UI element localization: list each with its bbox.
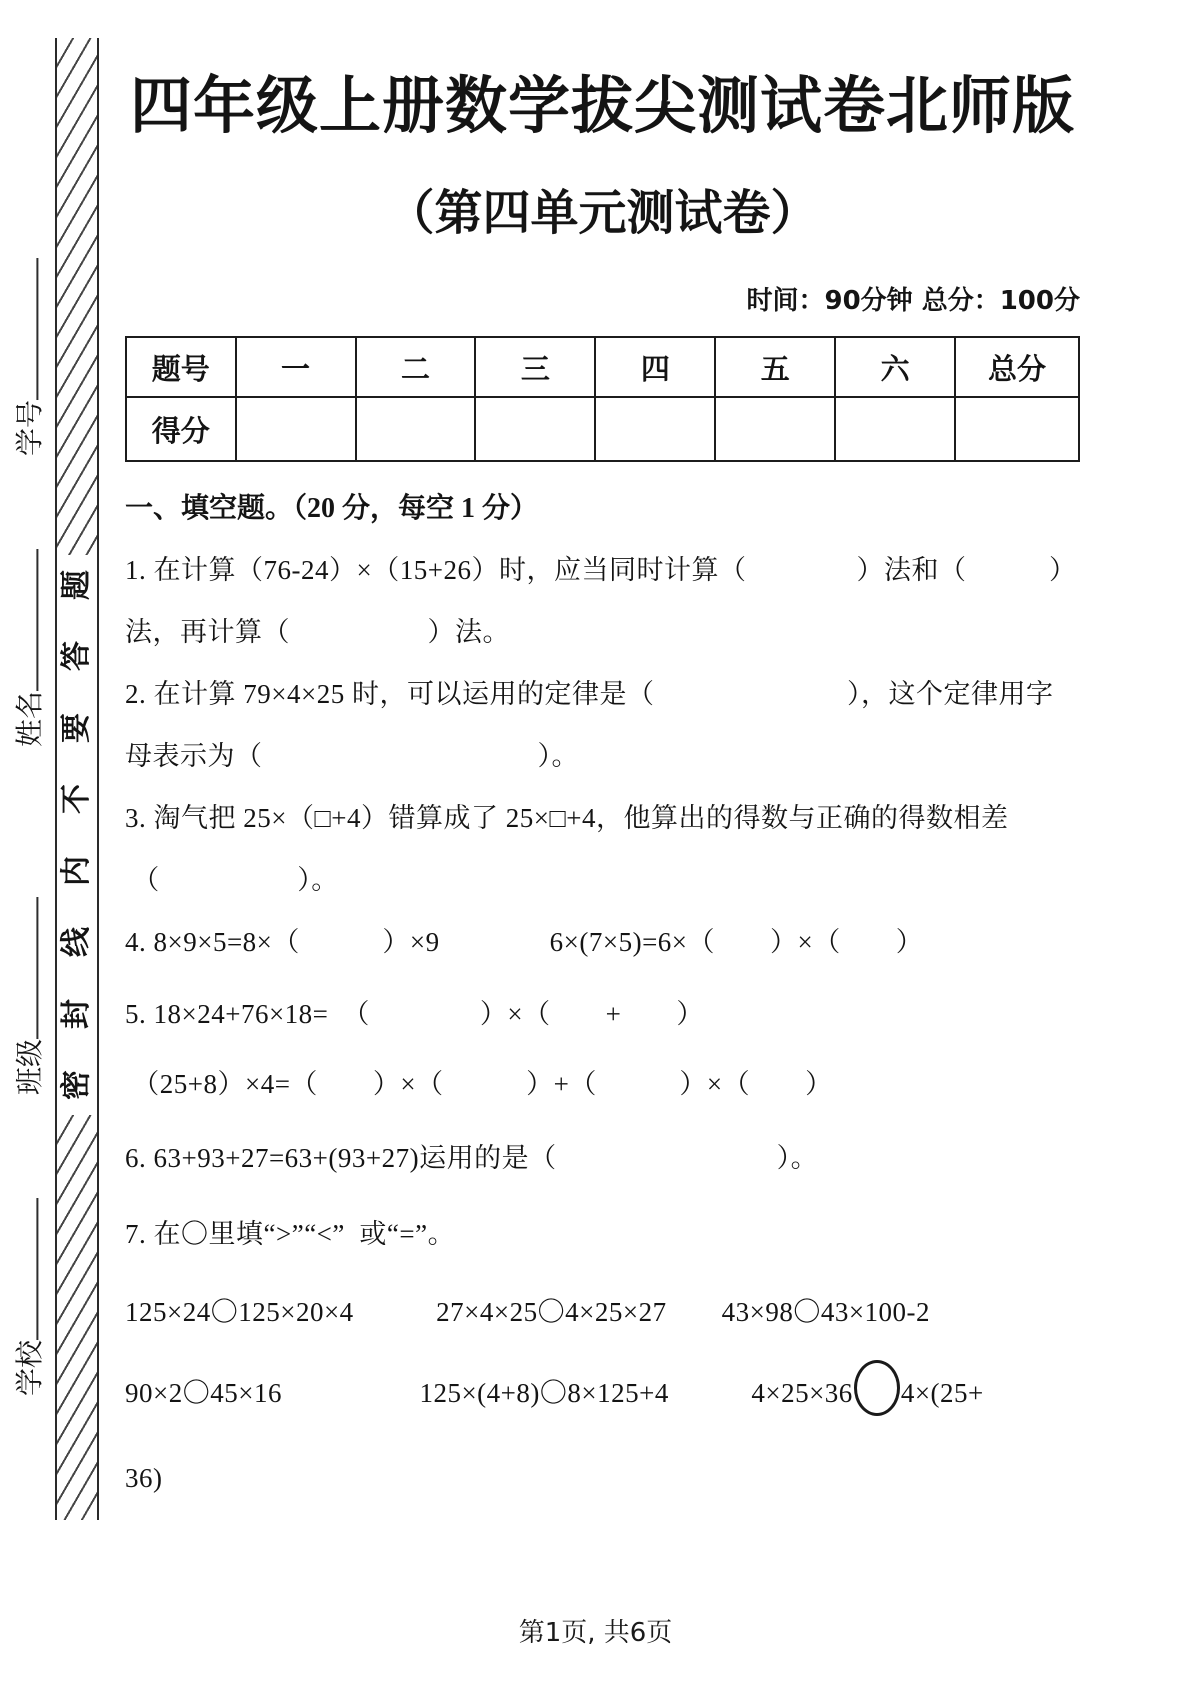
score-cell [715, 397, 835, 461]
page-title: 四年级上册数学拔尖测试卷北师版 [129, 69, 1075, 142]
q3-line2: （ ）。 [125, 865, 339, 895]
q2-line1: 2. 在计算 79×4×25 时，可以运用的定律是（ ），这个定律用字 [125, 679, 1054, 709]
margin-label-class [7, 897, 46, 1095]
score-table-score-row [126, 397, 1079, 461]
score-cell [236, 397, 356, 461]
q7-line3-right: 4×(25+ [900, 1378, 984, 1408]
score-table-header-cell: 六 [835, 337, 955, 397]
q5-line2: （25+8）×4=（ ）×（ ）+（ ）×（ ） [125, 1069, 833, 1099]
score-row-label: 得分 [126, 397, 236, 461]
score-cell [595, 397, 715, 461]
school-blank-line [7, 1198, 38, 1340]
score-cell [955, 397, 1079, 461]
q5-line1: 5. 18×24+76×18= （ ）×（ + ） [125, 999, 704, 1029]
time-score-label: 时间：90分钟 总分：100分 [746, 286, 1080, 316]
q7-line3-left: 90×2〇45×16 125×(4+8)〇8×125+4 4×25×36 [125, 1378, 853, 1408]
q2-line2: 母表示为（ ）。 [125, 741, 579, 771]
margin-label-school [7, 1198, 46, 1396]
q1-line1: 1. 在计算（76-24）×（15+26）时，应当同时计算（ ）法和（ ） [125, 555, 1077, 585]
hatch-pattern-top [57, 38, 97, 555]
student-id-blank-line [7, 258, 38, 400]
q7-line3 [125, 1360, 1080, 1416]
school-label: 学校 [14, 1339, 46, 1397]
q1-line2: 法，再计算（ ）法。 [125, 617, 510, 647]
score-table-header-cell: 五 [715, 337, 835, 397]
q6-line: 6. 63+93+27=63+(93+27)运用的是（ ）。 [125, 1143, 819, 1173]
q4-line: 4. 8×9×5=8×（ ）×9 6×(7×5)=6×（ ）×（ ） [125, 927, 924, 957]
section-one-heading: 一、填空题。（20 分，每空 1 分） [125, 493, 539, 524]
big-circle-blank [854, 1360, 900, 1416]
score-table-header-row [126, 337, 1079, 397]
hatch-pattern-bottom [57, 1115, 97, 1520]
q3-line1: 3. 淘气把 25×（□+4）错算成了 25×□+4，他算出的得数与正确的得数相差 [125, 803, 1009, 833]
q7-line1: 7. 在〇里填“>”“<” 或“=”。 [125, 1219, 456, 1249]
page-number: 第1页, 共6页 [518, 1618, 673, 1648]
seal-char: 要 [60, 713, 93, 743]
q7-line4: 36) [125, 1463, 163, 1493]
margin-label-student-id [7, 258, 46, 456]
margin-label-name [7, 549, 46, 747]
seal-char: 封 [60, 999, 93, 1029]
score-table-header-cell: 二 [356, 337, 476, 397]
score-table-header-cell: 三 [475, 337, 595, 397]
page-subtitle: （第四单元测试卷） [386, 185, 819, 241]
student-id-label: 学号 [14, 399, 46, 457]
seal-char: 不 [60, 784, 93, 814]
score-table [125, 336, 1080, 462]
q7-line2: 125×24〇125×20×4 27×4×25〇4×25×27 43×98〇43×100-2 [125, 1297, 931, 1327]
seal-char: 密 [60, 1070, 93, 1100]
score-table-header-cell: 题号 [126, 337, 236, 397]
score-table-header-cell: 总分 [955, 337, 1079, 397]
score-cell [475, 397, 595, 461]
seal-char: 题 [60, 570, 93, 600]
page-footer [0, 1612, 1191, 1649]
name-blank-line [7, 549, 38, 691]
seal-char: 线 [60, 927, 93, 957]
score-table-header-cell: 一 [236, 337, 356, 397]
score-cell [356, 397, 476, 461]
seal-strip [55, 38, 99, 1520]
score-table-header-cell: 四 [595, 337, 715, 397]
class-blank-line [7, 897, 38, 1039]
seal-char: 答 [60, 641, 93, 671]
score-cell [835, 397, 955, 461]
class-label: 班级 [14, 1038, 46, 1096]
name-label: 姓名 [14, 690, 46, 748]
seal-char: 内 [60, 856, 93, 886]
paper-content [125, 38, 1080, 1496]
